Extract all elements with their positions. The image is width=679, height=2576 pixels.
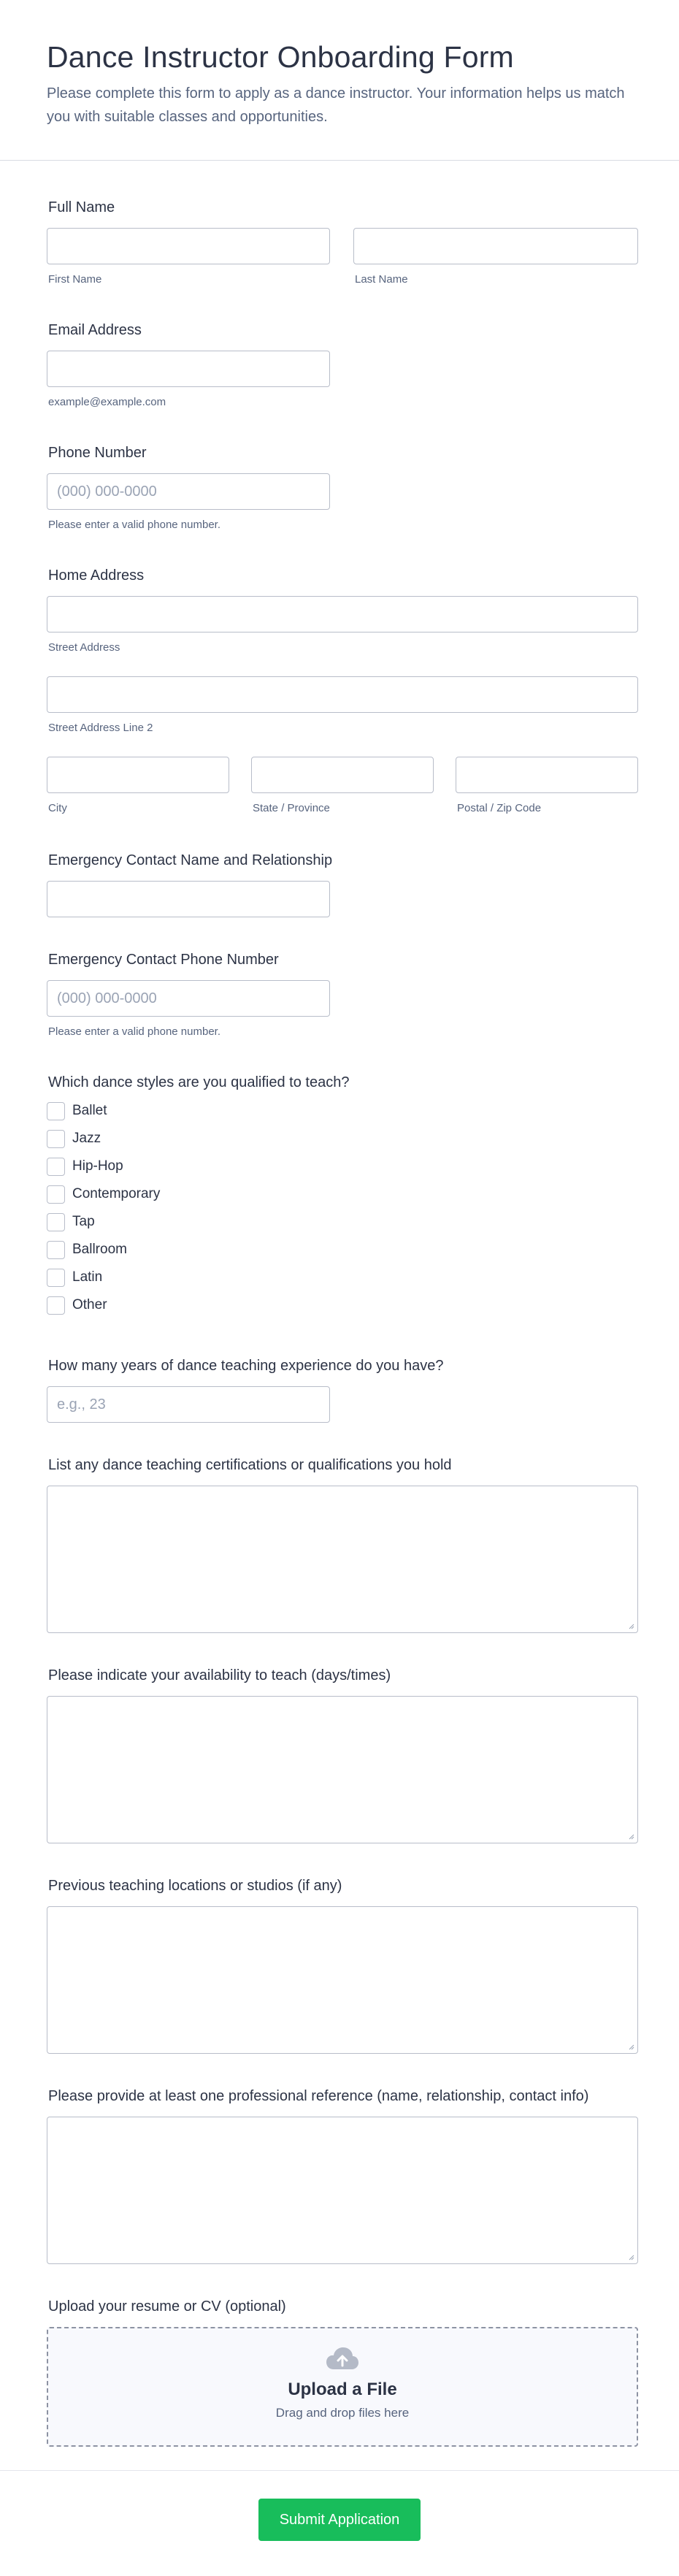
checkbox-label: Jazz [72, 1131, 101, 1146]
city-sublabel: City [48, 802, 67, 814]
full-name-field [47, 199, 638, 286]
checkbox-label: Tap [72, 1214, 95, 1229]
submit-button[interactable]: Submit Application [258, 2499, 421, 2541]
availability-textarea[interactable] [47, 1696, 638, 1843]
checkbox-option[interactable] [47, 1153, 349, 1180]
experience-field [47, 1357, 443, 1423]
previous-locations-label: Previous teaching locations or studios (if any) [48, 1878, 342, 1894]
certifications-textarea[interactable] [47, 1486, 638, 1633]
phone-sublabel: Please enter a valid phone number. [48, 519, 220, 531]
emergency-contact-field [47, 852, 332, 917]
checkbox-hip-hop[interactable] [47, 1158, 65, 1176]
experience-label: How many years of dance teaching experience do you have? [48, 1358, 444, 1374]
email-sublabel: example@example.com [48, 396, 166, 408]
form-title: Dance Instructor Onboarding Form [47, 40, 514, 74]
zip-sublabel: Postal / Zip Code [457, 802, 542, 814]
checkbox-option[interactable] [47, 1097, 349, 1125]
phone-input[interactable] [47, 473, 330, 510]
certifications-field [47, 1456, 638, 1633]
resume-label: Upload your resume or CV (optional) [48, 2298, 286, 2315]
references-textarea[interactable] [47, 2117, 638, 2264]
certifications-label: List any dance teaching certifications or qualifications you hold [48, 1457, 452, 1473]
state-sublabel: State / Province [253, 802, 330, 814]
state-input[interactable] [251, 757, 434, 793]
checkbox-ballet[interactable] [47, 1102, 65, 1120]
cloud-upload-icon [325, 2346, 360, 2372]
emergency-contact-input[interactable] [47, 881, 330, 917]
availability-field [47, 1667, 638, 1843]
previous-locations-field [47, 1877, 638, 2054]
zip-input[interactable] [456, 757, 638, 793]
emergency-phone-sublabel: Please enter a valid phone number. [48, 1025, 220, 1038]
dance-styles-field [47, 1074, 349, 1319]
emergency-phone-label: Emergency Contact Phone Number [48, 952, 279, 968]
references-label: Please provide at least one professional reference (name, relationship, contact info) [48, 2088, 589, 2104]
first-name-sublabel: First Name [48, 273, 102, 286]
resize-grip-icon[interactable] [627, 2253, 634, 2260]
resume-field [47, 2298, 638, 2447]
street-address-sublabel: Street Address [48, 641, 120, 654]
email-input[interactable] [47, 351, 330, 387]
checkbox-tap[interactable] [47, 1213, 65, 1231]
full-name-label: Full Name [48, 199, 115, 215]
emergency-phone-field [47, 951, 330, 1039]
email-field [47, 321, 330, 409]
checkbox-option[interactable] [47, 1264, 349, 1291]
checkbox-option[interactable] [47, 1236, 349, 1264]
checkbox-other[interactable] [47, 1296, 65, 1315]
dance-styles-list [47, 1097, 349, 1319]
address-field [47, 567, 638, 815]
emergency-phone-input[interactable] [47, 980, 330, 1017]
availability-label: Please indicate your availability to teach (days/times) [48, 1667, 391, 1683]
checkbox-option[interactable] [47, 1180, 349, 1208]
form-footer [0, 2470, 679, 2576]
checkbox-label: Latin [72, 1269, 103, 1285]
upload-title: Upload a File [288, 2380, 397, 2399]
resize-grip-icon[interactable] [627, 2043, 634, 2050]
phone-field [47, 444, 330, 532]
checkbox-label: Contemporary [72, 1186, 161, 1201]
city-input[interactable] [47, 757, 229, 793]
checkbox-label: Ballet [72, 1103, 107, 1118]
phone-label: Phone Number [48, 445, 147, 461]
file-upload-dropzone[interactable] [47, 2327, 638, 2447]
last-name-sublabel: Last Name [355, 273, 408, 286]
form-header [0, 0, 679, 161]
checkbox-option[interactable] [47, 1208, 349, 1236]
form-description: Please complete this form to apply as a dance instructor. Your information helps us match you with suitable classes and opportunities. [47, 85, 625, 125]
address-label: Home Address [48, 567, 145, 584]
checkbox-option[interactable] [47, 1125, 349, 1153]
checkbox-ballroom[interactable] [47, 1241, 65, 1259]
references-field [47, 2087, 638, 2264]
checkbox-label: Hip-Hop [72, 1158, 123, 1174]
checkbox-jazz[interactable] [47, 1130, 65, 1148]
resize-grip-icon[interactable] [627, 1622, 634, 1629]
checkbox-latin[interactable] [47, 1269, 65, 1287]
street-address-line2-sublabel: Street Address Line 2 [48, 722, 153, 734]
experience-input[interactable] [47, 1386, 330, 1423]
street-address-line2-input[interactable] [47, 676, 638, 713]
checkbox-option[interactable] [47, 1291, 349, 1319]
dance-styles-label: Which dance styles are you qualified to teach? [48, 1074, 350, 1090]
upload-subtitle: Drag and drop files here [275, 2406, 410, 2420]
last-name-input[interactable] [353, 228, 638, 264]
resize-grip-icon[interactable] [627, 1832, 634, 1840]
emergency-contact-label: Emergency Contact Name and Relationship [48, 852, 333, 868]
checkbox-label: Other [72, 1297, 107, 1312]
first-name-input[interactable] [47, 228, 330, 264]
previous-locations-textarea[interactable] [47, 1906, 638, 2054]
checkbox-contemporary[interactable] [47, 1185, 65, 1204]
email-label: Email Address [48, 322, 142, 338]
street-address-input[interactable] [47, 596, 638, 632]
checkbox-label: Ballroom [72, 1242, 127, 1257]
